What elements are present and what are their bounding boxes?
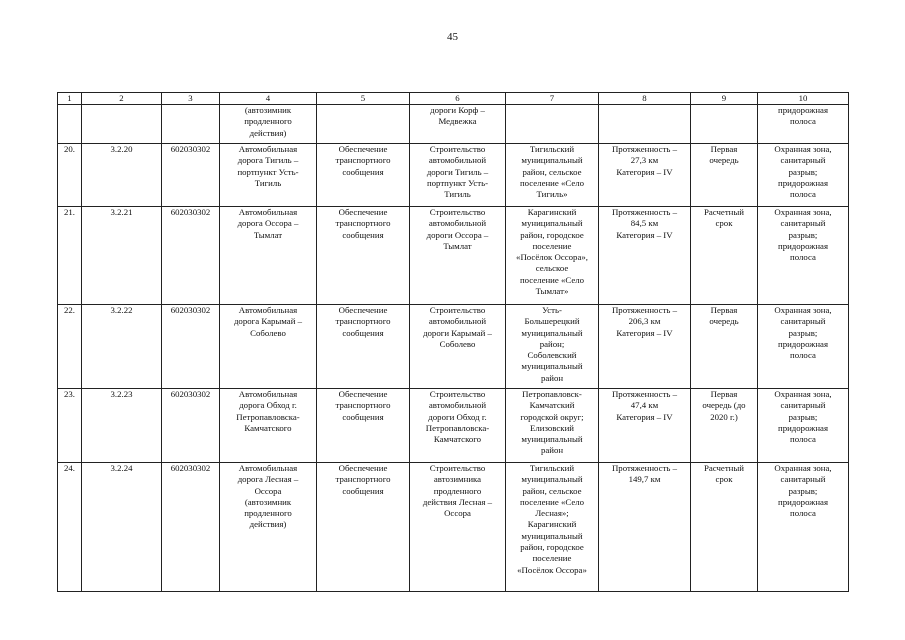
cell-zones: Охранная зона, санитарный разрыв; придорожная полоса [758, 463, 849, 592]
cell-zones: Охранная зона, санитарный разрыв; придорожная полоса [758, 207, 849, 305]
cell-term: Расчетный срок [691, 463, 758, 592]
table-row [58, 463, 849, 592]
cell-class-code: 602030302 [162, 389, 220, 463]
header-col-3: 3 [162, 93, 220, 105]
header-col-6: 6 [410, 93, 506, 105]
cell-name: Автомобильная дорога Лесная – Оссора (автозимник продленного действия) [220, 463, 317, 592]
cell-name: Автомобильная дорога Оссора – Тымлат [220, 207, 317, 305]
table-row-continuation [58, 105, 849, 144]
header-row [58, 93, 849, 105]
cell-characteristics: Протяженность – 84,5 км Категория – IV [599, 207, 691, 305]
cell-class-code [162, 105, 220, 144]
cell-activity: Строительство автомобильной дороги Оссора – Тымлат [410, 207, 506, 305]
cell-name: (автозимник продленного действия) [220, 105, 317, 144]
cell-zones: Охранная зона, санитарный разрыв; придорожная полоса [758, 305, 849, 389]
cell-purpose: Обеспечение транспортного сообщения [317, 207, 410, 305]
header-col-5: 5 [317, 93, 410, 105]
cell-activity: Строительство автомобильной дороги Карымай – Соболево [410, 305, 506, 389]
cell-term: Первая очередь [691, 144, 758, 207]
cell-activity: Строительство автозимника продленного действия Лесная – Оссора [410, 463, 506, 592]
cell-class-code: 602030302 [162, 207, 220, 305]
cell-characteristics: Протяженность – 27,3 км Категория – IV [599, 144, 691, 207]
cell-code: 3.2.23 [82, 389, 162, 463]
cell-purpose: Обеспечение транспортного сообщения [317, 463, 410, 592]
cell-purpose [317, 105, 410, 144]
cell-term: Первая очередь [691, 305, 758, 389]
cell-code: 3.2.21 [82, 207, 162, 305]
cell-purpose: Обеспечение транспортного сообщения [317, 144, 410, 207]
cell-no: 20. [58, 144, 82, 207]
cell-location: Усть- Большерецкий муниципальный район; Соболевский муниципальный район [506, 305, 599, 389]
header-col-4: 4 [220, 93, 317, 105]
cell-zones: придорожная полоса [758, 105, 849, 144]
cell-location: Тигильский муниципальный район, сельское поселение «Село Лесная»; Карагинский муниципальный район, городское поселение «Посёлок Оссора» [506, 463, 599, 592]
table-row [58, 207, 849, 305]
cell-name: Автомобильная дорога Тигиль – портпункт Усть- Тигиль [220, 144, 317, 207]
cell-class-code: 602030302 [162, 305, 220, 389]
cell-name: Автомобильная дорога Карымай – Соболево [220, 305, 317, 389]
cell-no: 24. [58, 463, 82, 592]
table-body [58, 105, 849, 592]
header-col-7: 7 [506, 93, 599, 105]
cell-code: 3.2.20 [82, 144, 162, 207]
cell-code [82, 105, 162, 144]
cell-characteristics: Протяженность – 206,3 км Категория – IV [599, 305, 691, 389]
table-row [58, 389, 849, 463]
cell-location: Тигильский муниципальный район, сельское поселение «Село Тигиль» [506, 144, 599, 207]
cell-location: Петропавловск- Камчатский городской округ; Елизовский муниципальный район [506, 389, 599, 463]
cell-location [506, 105, 599, 144]
cell-zones: Охранная зона, санитарный разрыв; придорожная полоса [758, 389, 849, 463]
header-col-10: 10 [758, 93, 849, 105]
cell-no [58, 105, 82, 144]
cell-no: 23. [58, 389, 82, 463]
cell-no: 22. [58, 305, 82, 389]
cell-purpose: Обеспечение транспортного сообщения [317, 389, 410, 463]
table-row [58, 305, 849, 389]
cell-term: Расчетный срок [691, 207, 758, 305]
header-col-8: 8 [599, 93, 691, 105]
cell-characteristics: Протяженность – 149,7 км [599, 463, 691, 592]
cell-activity: Строительство автомобильной дороги Обход г. Петропавловска- Камчатского [410, 389, 506, 463]
cell-code: 3.2.22 [82, 305, 162, 389]
cell-term: Первая очередь (до 2020 г.) [691, 389, 758, 463]
cell-no: 21. [58, 207, 82, 305]
header-col-9: 9 [691, 93, 758, 105]
cell-class-code: 602030302 [162, 463, 220, 592]
cell-term [691, 105, 758, 144]
planned-objects-table [57, 92, 849, 592]
cell-name: Автомобильная дорога Обход г. Петропавловска- Камчатского [220, 389, 317, 463]
cell-purpose: Обеспечение транспортного сообщения [317, 305, 410, 389]
table-row [58, 144, 849, 207]
header-col-1: 1 [58, 93, 82, 105]
page-number: 45 [447, 31, 458, 43]
cell-characteristics [599, 105, 691, 144]
cell-zones: Охранная зона, санитарный разрыв; придорожная полоса [758, 144, 849, 207]
cell-code: 3.2.24 [82, 463, 162, 592]
header-col-2: 2 [82, 93, 162, 105]
cell-class-code: 602030302 [162, 144, 220, 207]
cell-activity: дороги Корф – Медвежка [410, 105, 506, 144]
cell-location: Карагинский муниципальный район, городское поселение «Посёлок Оссора», сельское поселение «Село Тымлат» [506, 207, 599, 305]
cell-characteristics: Протяженность – 47,4 км Категория – IV [599, 389, 691, 463]
cell-activity: Строительство автомобильной дороги Тигиль – портпункт Усть- Тигиль [410, 144, 506, 207]
